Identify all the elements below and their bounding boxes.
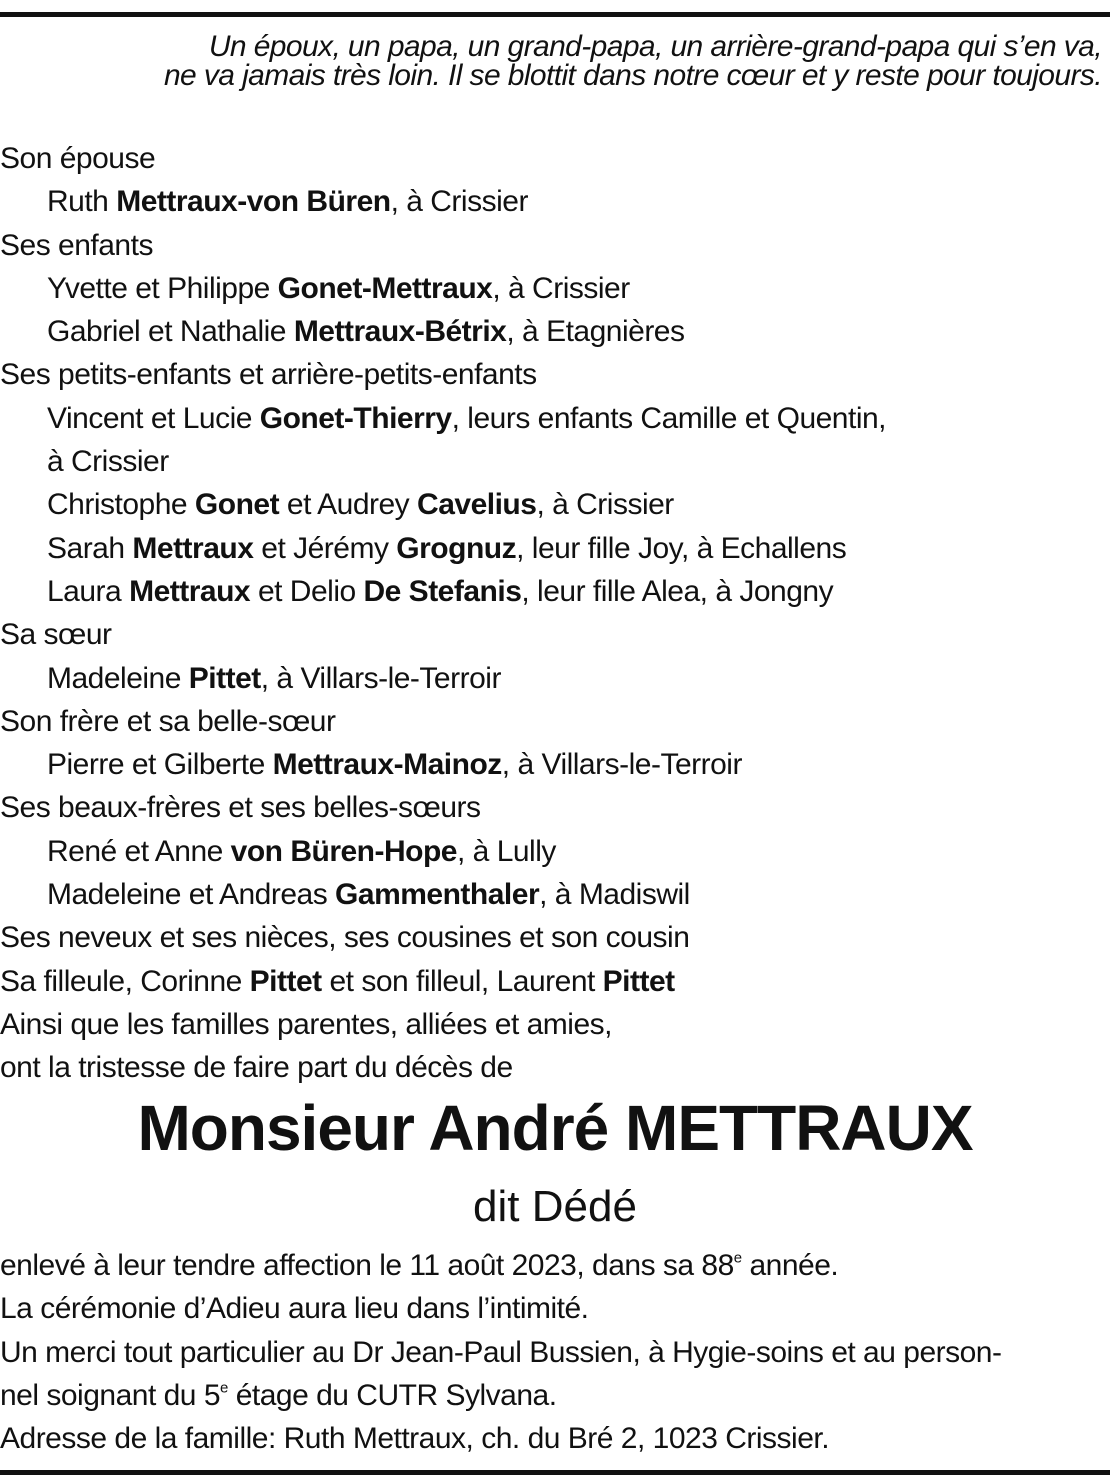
family-line bbox=[0, 657, 1110, 700]
text-segment: et Jérémy bbox=[253, 531, 397, 565]
surname: Mettraux-Bétrix bbox=[293, 315, 507, 349]
family-line bbox=[0, 786, 1110, 829]
text-segment: Vincent et Lucie bbox=[47, 401, 260, 435]
text-segment: , à Etagnières bbox=[506, 315, 685, 349]
top-rule bbox=[0, 12, 1110, 17]
quote-line: Un époux, un papa, un grand-papa, un arrière-grand-papa qui s’en va, bbox=[208, 30, 1102, 63]
announcement-details bbox=[0, 1244, 1110, 1460]
family-line bbox=[0, 570, 1110, 613]
family-line bbox=[0, 353, 1110, 396]
text-segment: Adresse de la famille: Ruth Mettraux, ch. du Bré 2, 1023 Crissier. bbox=[0, 1422, 830, 1456]
text-segment: , leur fille Alea, à Jongny bbox=[521, 574, 834, 608]
family-line bbox=[0, 700, 1110, 743]
text-segment: , à Villars-le-Terroir bbox=[501, 748, 742, 782]
family-line bbox=[0, 224, 1110, 267]
family-line bbox=[0, 397, 1110, 440]
deceased-nickname: dit Dédé bbox=[473, 1182, 637, 1231]
text-segment: Un merci tout particulier au Dr Jean-Paul Bussien, à Hygie-soins et au person- bbox=[0, 1335, 1002, 1369]
family-list bbox=[0, 137, 1110, 1090]
ordinal-suffix: e bbox=[220, 1379, 228, 1397]
text-segment: Yvette et Philippe bbox=[47, 271, 278, 305]
family-line bbox=[0, 960, 1110, 1003]
text-segment: , à Crissier bbox=[492, 271, 630, 305]
detail-line bbox=[0, 1244, 1110, 1287]
surname: Cavelius bbox=[417, 488, 537, 522]
family-line bbox=[0, 310, 1110, 353]
family-line bbox=[0, 483, 1110, 526]
family-line bbox=[0, 613, 1110, 656]
text-segment: nel soignant du 5 bbox=[0, 1378, 221, 1412]
detail-line bbox=[0, 1374, 1110, 1417]
surname: von Büren-Hope bbox=[230, 834, 457, 868]
family-line bbox=[0, 743, 1110, 786]
text-segment: Son épouse bbox=[0, 142, 156, 175]
family-line bbox=[0, 1003, 1110, 1046]
text-segment: , à Crissier bbox=[390, 185, 528, 219]
text-segment: et son filleul, Laurent bbox=[321, 964, 603, 998]
text-segment: Ses neveux et ses nièces, ses cousines et son cousin bbox=[0, 921, 690, 955]
text-segment: La cérémonie d’Adieu aura lieu dans l’intimité. bbox=[0, 1292, 589, 1326]
text-segment: René et Anne bbox=[47, 834, 231, 868]
surname: Pittet bbox=[249, 964, 322, 998]
family-line bbox=[0, 830, 1110, 873]
family-line bbox=[0, 137, 1110, 180]
detail-line bbox=[0, 1417, 1110, 1460]
surname: Mettraux-Mainoz bbox=[272, 748, 502, 782]
family-line bbox=[0, 527, 1110, 570]
surname: Gonet-Mettraux bbox=[277, 271, 493, 305]
text-segment: , à Crissier bbox=[536, 488, 674, 522]
text-segment: , leurs enfants Camille et Quentin, bbox=[451, 401, 887, 435]
epigraph-quote bbox=[12, 32, 1102, 90]
text-segment: année. bbox=[741, 1249, 839, 1282]
quote-line: ne va jamais très loin. Il se blottit dans notre cœur et y reste pour toujours. bbox=[163, 59, 1102, 92]
detail-line bbox=[0, 1331, 1110, 1374]
text-segment: , à Madiswil bbox=[539, 878, 690, 912]
text-segment: étage du CUTR Sylvana. bbox=[227, 1378, 557, 1412]
deceased-name: Monsieur André METTRAUX bbox=[137, 1092, 973, 1164]
text-segment: , à Villars-le-Terroir bbox=[260, 661, 501, 695]
text-segment: Sarah bbox=[47, 531, 133, 565]
text-segment: Ses enfants bbox=[0, 228, 153, 262]
text-segment: Son frère et sa belle-sœur bbox=[0, 704, 336, 738]
surname: Pittet bbox=[602, 964, 675, 998]
surname: Gonet bbox=[194, 488, 280, 522]
family-line bbox=[0, 873, 1110, 916]
detail-line bbox=[0, 1287, 1110, 1330]
text-segment: Ses petits-enfants et arrière-petits-enfants bbox=[0, 358, 537, 392]
surname: Gammenthaler bbox=[335, 878, 540, 912]
family-line bbox=[0, 440, 1110, 483]
surname: Grognuz bbox=[396, 531, 517, 565]
text-segment: et Delio bbox=[250, 574, 364, 608]
text-segment: Pierre et Gilberte bbox=[47, 748, 273, 782]
text-segment: , leur fille Joy, à Echallens bbox=[516, 531, 847, 565]
surname: Gonet-Thierry bbox=[259, 401, 452, 435]
text-segment: Ses beaux-frères et ses belles-sœurs bbox=[0, 791, 481, 825]
surname: De Stefanis bbox=[363, 574, 522, 608]
text-segment: Ruth bbox=[47, 185, 117, 219]
family-line bbox=[0, 267, 1110, 310]
text-segment: et Audrey bbox=[279, 488, 418, 522]
text-segment: Gabriel et Nathalie bbox=[47, 315, 294, 349]
text-segment: , à Lully bbox=[457, 834, 556, 868]
text-segment: Christophe bbox=[47, 488, 195, 522]
family-line bbox=[0, 916, 1110, 959]
surname: Mettraux-von Büren bbox=[116, 185, 391, 219]
text-segment: Sa filleule, Corinne bbox=[0, 964, 250, 998]
text-segment: Ainsi que les familles parentes, alliées et amies, bbox=[0, 1007, 612, 1041]
text-segment: Sa sœur bbox=[0, 618, 112, 652]
surname: Mettraux bbox=[132, 531, 254, 565]
text-segment: à Crissier bbox=[47, 445, 169, 479]
text-segment: ont la tristesse de faire part du décès de bbox=[0, 1051, 513, 1085]
text-segment: enlevé à leur tendre affection le 11 août 2023, dans sa 88 bbox=[0, 1249, 734, 1282]
text-segment: Laura bbox=[47, 574, 130, 608]
surname: Mettraux bbox=[129, 574, 251, 608]
text-segment: Madeleine bbox=[47, 661, 189, 695]
text-segment: Madeleine et Andreas bbox=[47, 878, 336, 912]
family-line bbox=[0, 1046, 1110, 1089]
family-line bbox=[0, 180, 1110, 223]
bottom-rule bbox=[0, 1470, 1110, 1475]
ordinal-suffix: e bbox=[733, 1249, 742, 1267]
surname: Pittet bbox=[188, 661, 261, 695]
